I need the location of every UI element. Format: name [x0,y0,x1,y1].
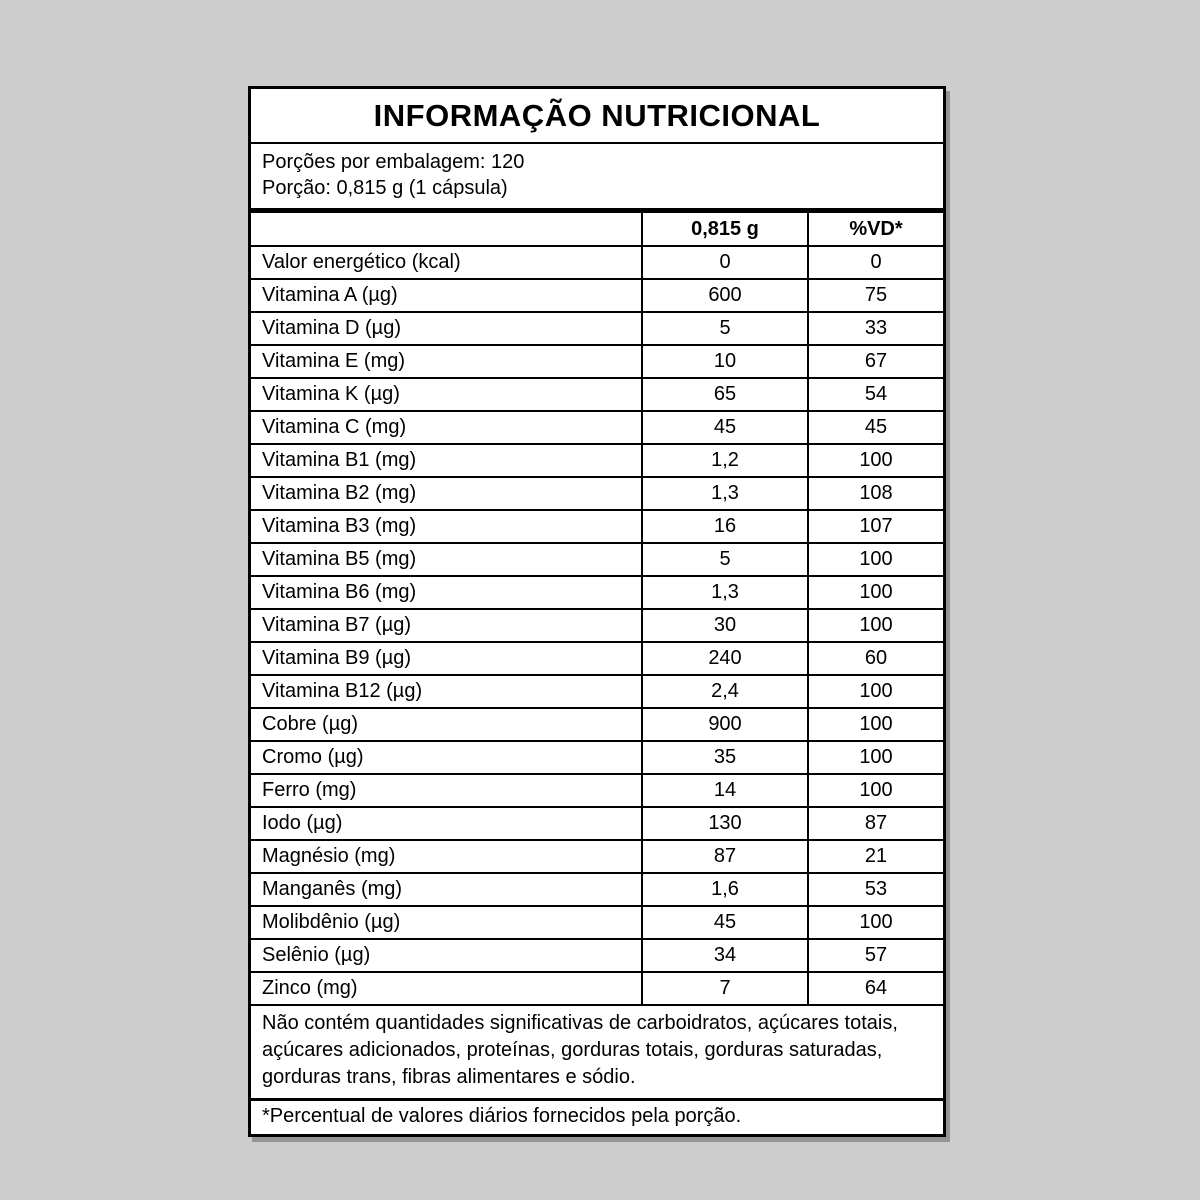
nutrient-dv: 45 [807,412,943,443]
nutrient-dv: 100 [807,709,943,740]
nutrient-dv: 100 [807,742,943,773]
nutrient-amount: 45 [641,412,807,443]
nutrient-row [251,610,943,643]
amount-column-header: 0,815 g [641,213,807,245]
nutrient-name: Cromo (µg) [262,746,364,768]
nutrient-amount: 1,2 [641,445,807,476]
nutrient-dv: 100 [807,676,943,707]
nutrient-row [251,742,943,775]
nutrient-row [251,379,943,412]
nutrient-rows [251,247,943,1006]
nutrient-dv: 21 [807,841,943,872]
nutrient-amount: 600 [641,280,807,311]
nutrient-dv: 107 [807,511,943,542]
nutrient-dv: 60 [807,643,943,674]
nutrient-amount: 0 [641,247,807,278]
nutrient-amount: 1,3 [641,478,807,509]
nutrient-name: Vitamina K (µg) [262,383,400,405]
nutrient-dv: 100 [807,610,943,641]
nutrient-amount: 240 [641,643,807,674]
nutrient-name: Vitamina B5 (mg) [262,548,417,570]
nutrient-row [251,874,943,907]
nutrient-amount: 1,3 [641,577,807,608]
column-header-row [251,213,943,247]
nutrient-row [251,940,943,973]
nutrient-dv: 100 [807,577,943,608]
nutrient-dv: 87 [807,808,943,839]
nutrient-dv: 67 [807,346,943,377]
nutrient-row [251,280,943,313]
nutrient-dv: 75 [807,280,943,311]
nutrient-dv: 100 [807,907,943,938]
nutrient-name: Vitamina B1 (mg) [262,449,417,471]
nutrient-amount: 45 [641,907,807,938]
nutrient-dv: 57 [807,940,943,971]
nutrient-amount: 35 [641,742,807,773]
nutrient-dv: 53 [807,874,943,905]
nutrient-row [251,643,943,676]
nutrient-name: Vitamina A (µg) [262,284,398,306]
nutrient-row [251,577,943,610]
nutrient-row [251,445,943,478]
header-spacer [251,213,641,245]
nutrient-dv: 100 [807,445,943,476]
nutrient-row [251,841,943,874]
label-title: INFORMAÇÃO NUTRICIONAL [251,89,943,144]
nutrient-dv: 54 [807,379,943,410]
nutrient-row [251,412,943,445]
nutrient-name: Zinco (mg) [262,977,358,999]
nutrient-row [251,544,943,577]
nutrient-name: Vitamina D (µg) [262,317,401,339]
nutrient-name: Vitamina B3 (mg) [262,515,417,537]
nutrient-amount: 14 [641,775,807,806]
nutrient-amount: 65 [641,379,807,410]
nutrition-label [248,86,946,1137]
nutrient-dv: 33 [807,313,943,344]
nutrient-name: Selênio (µg) [262,944,371,966]
nutrient-amount: 7 [641,973,807,1004]
nutrient-name: Ferro (mg) [262,779,357,801]
nutrient-row [251,676,943,709]
nutrient-dv: 100 [807,544,943,575]
nutrient-name: Valor energético (kcal) [262,251,461,273]
nutrient-amount: 16 [641,511,807,542]
nutrient-name: Vitamina B6 (mg) [262,581,417,603]
portion-info [251,144,943,213]
nutrient-amount: 2,4 [641,676,807,707]
nutrient-amount: 34 [641,940,807,971]
insignificant-amounts-note: Não contém quantidades significativas de carboidratos, açúcares totais, açúcares adicionados, proteínas, gorduras totais, gorduras saturadas, gorduras trans, fibras alimentares e sódio. [251,1006,943,1101]
nutrient-row [251,709,943,742]
nutrient-row [251,775,943,808]
nutrient-row [251,313,943,346]
nutrient-dv: 64 [807,973,943,1004]
nutrient-name: Vitamina B12 (µg) [262,680,423,702]
nutrient-row [251,808,943,841]
nutrient-amount: 30 [641,610,807,641]
nutrient-name: Vitamina C (mg) [262,416,407,438]
dv-column-header: %VD* [807,213,943,245]
servings-per-package: Porções por embalagem: 120 [262,151,525,173]
nutrient-amount: 900 [641,709,807,740]
nutrient-amount: 87 [641,841,807,872]
daily-value-footnote: *Percentual de valores diários fornecidos pela porção. [262,1105,742,1127]
nutrient-name: Vitamina B7 (µg) [262,614,411,636]
nutrient-row [251,346,943,379]
nutrient-name: Iodo (µg) [262,812,343,834]
nutrient-amount: 130 [641,808,807,839]
nutrient-dv: 108 [807,478,943,509]
nutrient-amount: 5 [641,313,807,344]
nutrient-row [251,511,943,544]
nutrient-amount: 5 [641,544,807,575]
nutrient-row [251,478,943,511]
nutrient-row [251,907,943,940]
nutrient-row [251,247,943,280]
nutrient-amount: 10 [641,346,807,377]
nutrient-dv: 100 [807,775,943,806]
nutrient-amount: 1,6 [641,874,807,905]
nutrient-dv: 0 [807,247,943,278]
nutrient-name: Vitamina B2 (mg) [262,482,417,504]
nutrient-name: Vitamina B9 (µg) [262,647,411,669]
nutrient-name: Cobre (µg) [262,713,358,735]
nutrient-name: Manganês (mg) [262,878,403,900]
portion-size: Porção: 0,815 g (1 cápsula) [262,177,508,199]
nutrient-name: Molibdênio (µg) [262,911,401,933]
nutrient-name: Vitamina E (mg) [262,350,406,372]
nutrient-name: Magnésio (mg) [262,845,396,867]
nutrient-row [251,973,943,1006]
